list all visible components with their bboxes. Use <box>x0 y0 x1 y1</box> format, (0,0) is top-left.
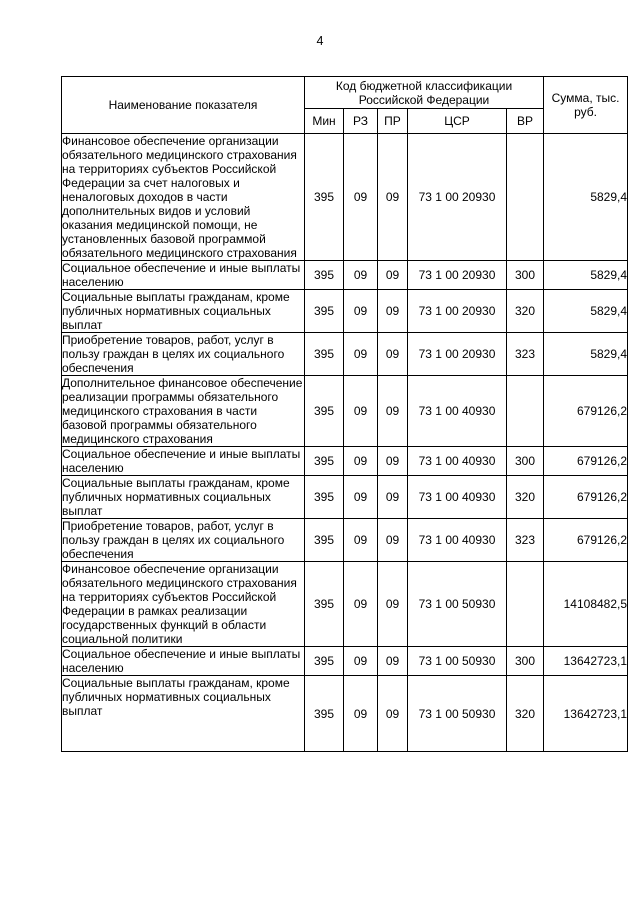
row-sum: 5829,4 <box>544 134 628 261</box>
table-row <box>62 562 628 647</box>
row-sum: 679126,2 <box>544 447 628 476</box>
row-name: Социальное обеспечение и иные выплаты населению <box>62 261 305 290</box>
row-pr: 09 <box>378 376 408 447</box>
row-name: Социальное обеспечение и иные выплаты населению <box>62 447 305 476</box>
row-sum: 5829,4 <box>544 290 628 333</box>
row-vr: 300 <box>507 447 544 476</box>
row-pr: 09 <box>378 676 408 752</box>
row-pr: 09 <box>378 519 408 562</box>
row-min: 395 <box>305 676 344 752</box>
row-name: Социальные выплаты гражданам, кроме публичных нормативных социальных выплат <box>62 476 305 519</box>
row-name: Дополнительное финансовое обеспечение реализации программы обязательного медицинского страхования в части базовой программы обязательного медицинского страхования <box>62 376 305 447</box>
row-rz: 09 <box>344 647 378 676</box>
row-rz: 09 <box>344 519 378 562</box>
row-name: Финансовое обеспечение организации обязательного медицинского страхования на территориях субъектов Российской Федерации в рамках реализации государственных функций в области социальной политики <box>62 562 305 647</box>
row-pr: 09 <box>378 447 408 476</box>
row-rz: 09 <box>344 290 378 333</box>
row-vr: 320 <box>507 676 544 752</box>
row-pr: 09 <box>378 134 408 261</box>
table-row <box>62 676 628 752</box>
table-row <box>62 333 628 376</box>
row-csr: 73 1 00 50930 <box>408 647 507 676</box>
row-vr: 320 <box>507 290 544 333</box>
row-rz: 09 <box>344 562 378 647</box>
row-sum: 13642723,1 <box>544 676 628 752</box>
row-min: 395 <box>305 290 344 333</box>
row-vr: 323 <box>507 519 544 562</box>
row-sum: 679126,2 <box>544 519 628 562</box>
table-row <box>62 447 628 476</box>
row-name: Социальное обеспечение и иные выплаты населению <box>62 647 305 676</box>
row-rz: 09 <box>344 376 378 447</box>
header-sum: Сумма, тыс. руб. <box>544 77 628 134</box>
table-row <box>62 376 628 447</box>
header-code-group: Код бюджетной классификации Российской Федерации <box>305 77 544 109</box>
header-name: Наименование показателя <box>62 77 305 134</box>
row-csr: 73 1 00 40930 <box>408 376 507 447</box>
row-name: Приобретение товаров, работ, услуг в пользу граждан в целях их социального обеспечения <box>62 519 305 562</box>
row-sum: 679126,2 <box>544 376 628 447</box>
row-vr: 300 <box>507 261 544 290</box>
row-csr: 73 1 00 50930 <box>408 562 507 647</box>
row-vr: 320 <box>507 476 544 519</box>
row-min: 395 <box>305 447 344 476</box>
header-pr: ПР <box>378 109 408 134</box>
row-rz: 09 <box>344 333 378 376</box>
row-csr: 73 1 00 20930 <box>408 333 507 376</box>
row-min: 395 <box>305 134 344 261</box>
row-min: 395 <box>305 519 344 562</box>
row-pr: 09 <box>378 261 408 290</box>
table-row <box>62 290 628 333</box>
page-number: 4 <box>316 34 324 48</box>
row-pr: 09 <box>378 647 408 676</box>
row-sum: 5829,4 <box>544 333 628 376</box>
table-row <box>62 261 628 290</box>
row-name: Социальные выплаты гражданам, кроме публичных нормативных социальных выплат <box>62 290 305 333</box>
row-min: 395 <box>305 476 344 519</box>
row-rz: 09 <box>344 447 378 476</box>
row-name: Социальные выплаты гражданам, кроме публичных нормативных социальных выплат <box>62 676 305 752</box>
row-csr: 73 1 00 40930 <box>408 447 507 476</box>
row-vr <box>507 562 544 647</box>
row-sum: 679126,2 <box>544 476 628 519</box>
row-vr: 300 <box>507 647 544 676</box>
row-csr: 73 1 00 40930 <box>408 476 507 519</box>
row-min: 395 <box>305 562 344 647</box>
row-pr: 09 <box>378 476 408 519</box>
row-name: Приобретение товаров, работ, услуг в пользу граждан в целях их социального обеспечения <box>62 333 305 376</box>
row-vr: 323 <box>507 333 544 376</box>
row-name: Финансовое обеспечение организации обязательного медицинского страхования на территориях субъектов Российской Федерации за счет налоговых и неналоговых доходов в части дополнительных видов и условий оказания медицинской помощи, не установленных базовой программой обязательного медицинского страхования <box>62 134 305 261</box>
row-min: 395 <box>305 376 344 447</box>
row-csr: 73 1 00 40930 <box>408 519 507 562</box>
row-min: 395 <box>305 261 344 290</box>
row-pr: 09 <box>378 333 408 376</box>
row-csr: 73 1 00 50930 <box>408 676 507 752</box>
row-sum: 13642723,1 <box>544 647 628 676</box>
budget-table <box>61 76 628 752</box>
row-min: 395 <box>305 647 344 676</box>
table-row <box>62 476 628 519</box>
row-rz: 09 <box>344 676 378 752</box>
row-rz: 09 <box>344 261 378 290</box>
row-csr: 73 1 00 20930 <box>408 134 507 261</box>
row-pr: 09 <box>378 562 408 647</box>
table-row <box>62 647 628 676</box>
row-pr: 09 <box>378 290 408 333</box>
header-min: Мин <box>305 109 344 134</box>
header-csr: ЦСР <box>408 109 507 134</box>
header-rz: РЗ <box>344 109 378 134</box>
row-csr: 73 1 00 20930 <box>408 261 507 290</box>
header-vr: ВР <box>507 109 544 134</box>
row-min: 395 <box>305 333 344 376</box>
row-rz: 09 <box>344 476 378 519</box>
row-vr <box>507 134 544 261</box>
row-sum: 14108482,5 <box>544 562 628 647</box>
row-vr <box>507 376 544 447</box>
table-row <box>62 134 628 261</box>
row-csr: 73 1 00 20930 <box>408 290 507 333</box>
row-sum: 5829,4 <box>544 261 628 290</box>
table-row <box>62 519 628 562</box>
row-rz: 09 <box>344 134 378 261</box>
